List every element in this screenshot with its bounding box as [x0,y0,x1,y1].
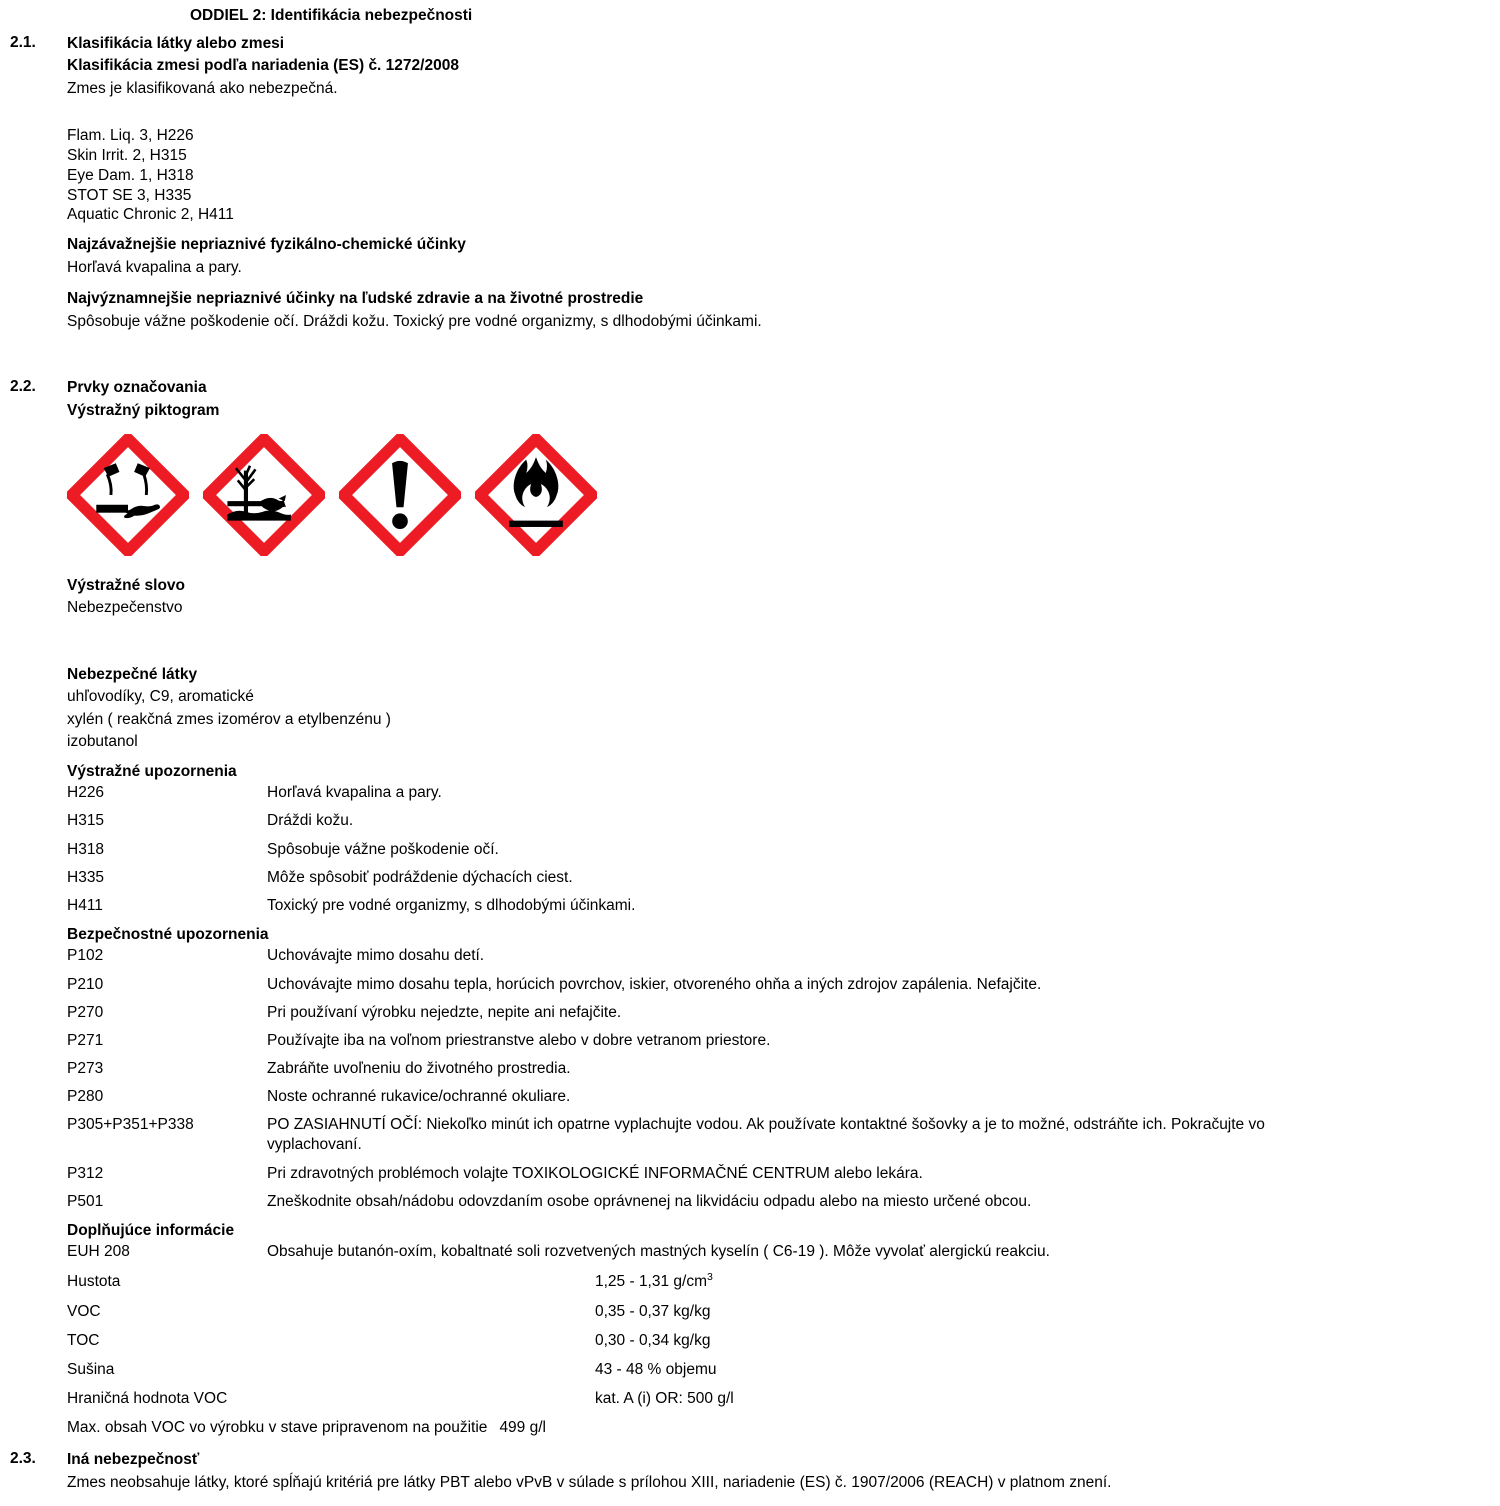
environment-pictogram [203,434,325,556]
precautionary-code: P270 [67,1003,104,1021]
property-value: 43 - 48 % objemu [595,1360,717,1378]
table-row [67,975,1340,995]
property-value: 499 g/l [499,1419,546,1437]
precautionary-text: PO ZASIAHNUTÍ OČÍ: Niekoľko minút ich opatrne vyplachujte vodou. Ak používate kontaktné šošovky a je to možné, odstráňte ich. Pokračujte vo vyplachovaní. [267,1116,1265,1154]
hazard-text: Dráždi kožu. [267,812,354,830]
euh-text: Obsahuje butanón-oxím, kobaltnaté soli rozvetvených mastných kyselín ( C6-19 ). Môže vyvolať alergickú reakciu. [267,1243,1050,1261]
sds-page [0,6,1500,1506]
section-2-1 [0,33,1500,333]
property-name: Hustota [67,1273,121,1291]
table-row [67,1418,1340,1438]
hazard-text: Horľavá kvapalina a pary. [267,784,442,802]
section-2-3-number: 2.3. [10,1450,36,1468]
table-row [67,1360,1340,1380]
precautionary-statements-table [67,946,1340,1211]
table-row [67,1331,1340,1351]
property-name: Sušina [67,1360,115,1378]
precautionary-text: Zabráňte uvoľneniu do životného prostredia. [267,1059,571,1077]
precautionary-code: P210 [67,975,104,993]
table-row [67,1031,1340,1051]
table-row [67,1003,1340,1023]
section-2-1-number: 2.1. [10,33,36,51]
ghs-pictogram-group [67,434,1340,556]
additional-info-table [67,1242,1340,1262]
section-2-3 [0,1449,1500,1493]
precautionary-code: P312 [67,1164,104,1182]
precautionary-statements-heading: Bezpečnostné upozornenia [67,925,269,943]
additional-info-heading: Doplňujúce informácie [67,1221,235,1239]
property-value: 0,30 - 0,34 kg/kg [595,1331,711,1349]
classification-regulation-heading: Klasifikácia zmesi podľa nariadenia (ES) č. 1272/2008 [67,57,459,75]
property-value: kat. A (i) OR: 500 g/l [595,1390,734,1407]
property-value-text: 1,25 - 1,31 g/cm [595,1273,708,1291]
signal-word-value: Nebezpečenstvo [67,599,183,617]
section-2-2-heading: Prvky označovania [67,379,207,397]
page-title: ODDIEL 2: Identifikácia nebezpečnosti [190,7,473,24]
property-value: 0,35 - 0,37 kg/kg [595,1302,711,1320]
precautionary-text: Zneškodnite obsah/nádobu odovzdaním osobe oprávnenej na likvidáciu odpadu alebo na miesto určené obcou. [267,1192,1032,1210]
hazard-code: H411 [67,896,103,914]
pictogram-heading: Výstražný piktogram [67,401,220,419]
hazard-text: Môže spôsobiť podráždenie dýchacích ciest. [267,868,573,886]
property-name: VOC [67,1302,101,1320]
hazard-class-item: STOT SE 3, H335 [67,186,192,204]
precautionary-text: Pri používaní výrobku nejedzte, nepite ani nefajčite. [267,1003,622,1021]
section-2-1-heading: Klasifikácia látky alebo zmesi [67,34,285,52]
property-name: Hraničná hodnota VOC [67,1390,228,1407]
property-value-superscript: 3 [707,1271,713,1284]
flame-pictogram [475,434,597,556]
hazard-code: H335 [67,868,105,886]
hazard-class-item: Skin Irrit. 2, H315 [67,146,187,164]
properties-table [67,1272,1340,1438]
table-row [67,811,1340,831]
precautionary-text: Pri zdravotných problémoch volajte TOXIKOLOGICKÉ INFORMAČNÉ CENTRUM alebo lekára. [267,1164,923,1182]
table-row [67,946,1340,966]
table-row [67,896,1340,916]
hazard-code: H318 [67,840,105,858]
section-2-2 [0,377,1500,1447]
hazardous-substance-item: izobutanol [67,733,138,751]
precautionary-code: P501 [67,1192,104,1210]
exclamation-mark-pictogram [339,434,461,556]
table-row [67,1389,1340,1409]
precautionary-code: P102 [67,947,104,965]
precautionary-text: Uchovávajte mimo dosahu tepla, horúcich povrchov, iskier, otvoreného ohňa a iných zdrojov zapálenia. Nefajčite. [267,975,1042,993]
table-row [67,1115,1340,1155]
signal-word-heading: Výstražné slovo [67,576,186,594]
hazard-text: Spôsobuje vážne poškodenie očí. [267,840,499,858]
hazard-code: H315 [67,812,105,830]
table-row [67,868,1340,888]
health-env-effects-heading: Najvýznamnejšie nepriaznivé účinky na ľudské zdravie a na životné prostredie [67,290,644,308]
table-row [67,840,1340,860]
hazard-class-item: Eye Dam. 1, H318 [67,166,194,184]
table-row [67,1164,1340,1184]
table-row [67,1272,1340,1292]
physchem-effects-text: Horľavá kvapalina a pary. [67,258,242,276]
hazard-class-item: Flam. Liq. 3, H226 [67,127,194,145]
precautionary-text: Uchovávajte mimo dosahu detí. [267,947,485,965]
precautionary-code: P271 [67,1031,104,1049]
hazard-class-item: Aquatic Chronic 2, H411 [67,206,234,224]
physchem-effects-heading: Najzávažnejšie nepriaznivé fyzikálno-chemické účinky [67,236,466,254]
property-name: TOC [67,1331,100,1349]
health-env-effects-text: Spôsobuje vážne poškodenie očí. Dráždi kožu. Toxický pre vodné organizmy, s dlhodobými účinkami. [67,312,762,330]
table-row [67,1242,1340,1262]
euh-code: EUH 208 [67,1243,130,1261]
hazardous-substances-heading: Nebezpečné látky [67,665,198,683]
other-hazards-text: Zmes neobsahuje látky, ktoré spĺňajú kritériá pre látky PBT alebo vPvB v súlade s prílohou XIII, nariadenie (ES) č. 1907/2006 (REACH) v platnom znení. [67,1473,1112,1491]
hazardous-substances-list [67,686,1340,753]
table-row [67,1302,1340,1322]
hazard-statements-table [67,783,1340,916]
property-name: Max. obsah VOC vo výrobku v stave pripravenom na použitie [67,1419,488,1437]
hazard-code: H226 [67,784,105,802]
precautionary-text: Používajte iba na voľnom priestranstve alebo v dobre vetranom priestore. [267,1031,771,1049]
table-row [67,1192,1340,1212]
hazard-class-list [67,126,1340,225]
classification-intro: Zmes je klasifikovaná ako nebezpečná. [67,79,338,97]
hazard-statements-heading: Výstražné upozornenia [67,762,237,780]
table-row [67,1059,1340,1079]
hazard-text: Toxický pre vodné organizmy, s dlhodobými účinkami. [267,896,636,914]
hazardous-substance-item: xylén ( reakčná zmes izomérov a etylbenzénu ) [67,710,391,728]
property-value [595,1272,1340,1292]
precautionary-code: P280 [67,1088,104,1106]
section-2-3-heading: Iná nebezpečnosť [67,1451,200,1469]
precautionary-text: Noste ochranné rukavice/ochranné okuliare. [267,1088,571,1106]
precautionary-code: P305+P351+P338 [67,1116,194,1134]
table-row [67,1087,1340,1107]
section-2-2-number: 2.2. [10,378,36,396]
precautionary-code: P273 [67,1059,104,1077]
hazardous-substance-item: uhľovodíky, C9, aromatické [67,688,254,706]
corrosion-pictogram [67,434,189,556]
table-row [67,783,1340,803]
